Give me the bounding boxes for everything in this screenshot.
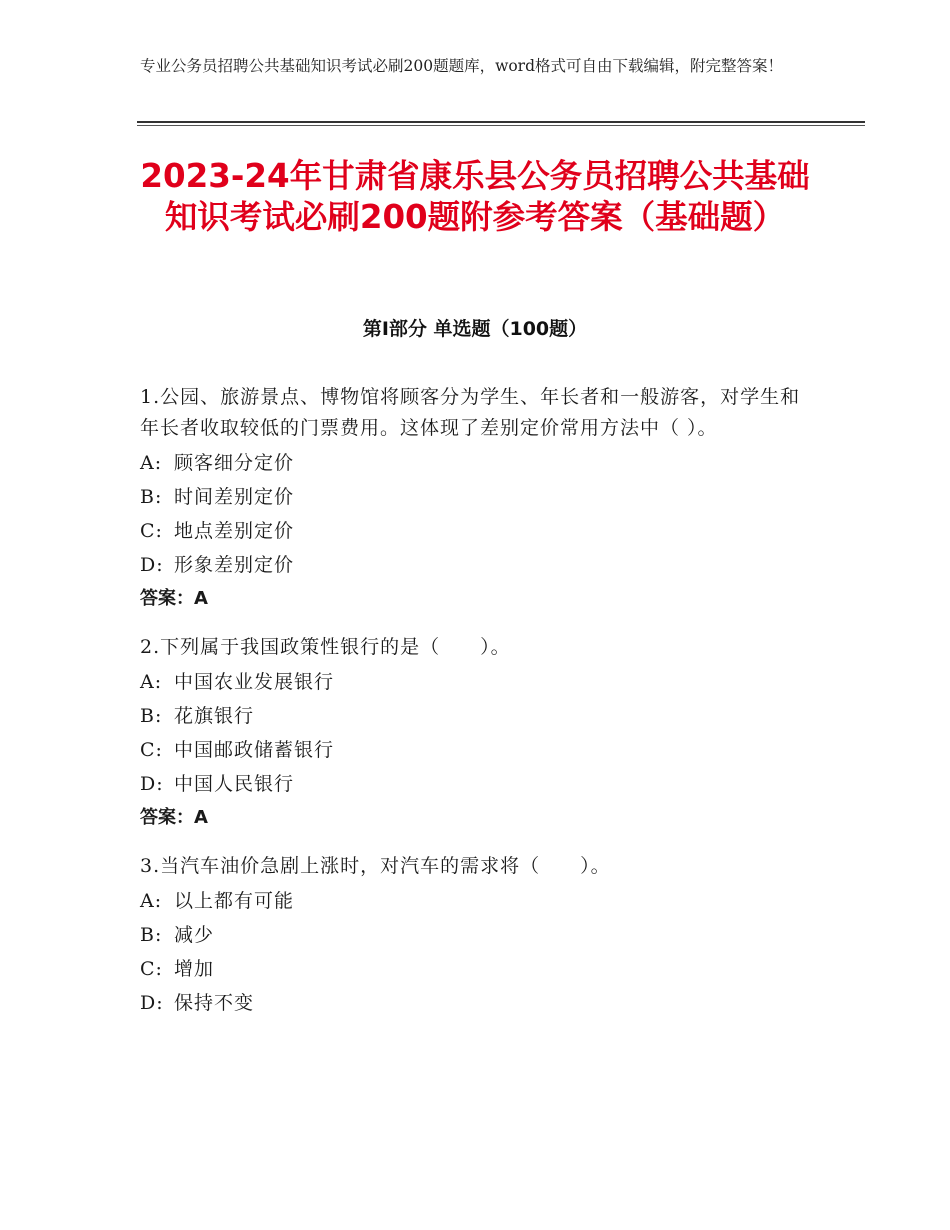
option-key: A: <box>140 890 163 912</box>
option-text: 时间差别定价 <box>174 486 295 508</box>
option-d <box>140 548 810 582</box>
option-a <box>140 884 810 918</box>
option-b <box>140 918 810 952</box>
option-a <box>140 446 810 480</box>
option-key: A: <box>140 452 163 474</box>
option-text: 形象差别定价 <box>174 554 295 576</box>
option-key: B: <box>140 486 163 508</box>
option-key: B: <box>140 705 163 727</box>
document-title: 2023-24年甘肃省康乐县公务员招聘公共基础知识考试必刷200题附参考答案（基础题） <box>140 157 810 236</box>
header-note: 专业公务员招聘公共基础知识考试必刷200题题库，word格式可自由下载编辑，附完整答案！ <box>140 57 784 75</box>
question-stem: 1.公园、旅游景点、博物馆将顾客分为学生、年长者和一般游客，对学生和年长者收取较低的门票费用。这体现了差别定价常用方法中（ ）。 <box>140 386 801 439</box>
option-key: D: <box>140 992 164 1014</box>
option-key: C: <box>140 739 163 761</box>
option-text: 中国邮政储蓄银行 <box>174 739 335 761</box>
option-text: 保持不变 <box>174 992 255 1014</box>
answer-line: 答案：A <box>140 807 208 828</box>
option-key: C: <box>140 520 163 542</box>
option-key: D: <box>140 773 164 795</box>
option-text: 花旗银行 <box>174 705 255 727</box>
option-b <box>140 480 810 514</box>
option-key: C: <box>140 958 163 980</box>
question-list <box>140 382 810 1036</box>
option-text: 中国农业发展银行 <box>174 671 335 693</box>
question-stem: 2.下列属于我国政策性银行的是（ ）。 <box>140 636 511 658</box>
question-stem: 3.当汽车油价急剧上涨时，对汽车的需求将（ ）。 <box>140 855 611 877</box>
section-title: 第Ⅰ部分 单选题（100题） <box>362 318 588 340</box>
option-text: 减少 <box>174 924 215 946</box>
option-text: 增加 <box>174 958 215 980</box>
option-key: B: <box>140 924 163 946</box>
option-text: 中国人民银行 <box>174 773 295 795</box>
header-rule-thick <box>137 121 865 123</box>
answer-line: 答案：A <box>140 588 208 609</box>
option-c <box>140 952 810 986</box>
question-1 <box>140 382 810 616</box>
option-b <box>140 699 810 733</box>
option-d <box>140 767 810 801</box>
option-d <box>140 986 810 1020</box>
option-a <box>140 665 810 699</box>
question-3 <box>140 851 810 1020</box>
option-c <box>140 733 810 767</box>
option-key: D: <box>140 554 164 576</box>
question-2 <box>140 632 810 835</box>
option-key: A: <box>140 671 163 693</box>
option-text: 地点差别定价 <box>174 520 295 542</box>
option-c <box>140 514 810 548</box>
option-text: 顾客细分定价 <box>174 452 295 474</box>
header-rule-thin <box>137 125 865 126</box>
option-text: 以上都有可能 <box>174 890 295 912</box>
